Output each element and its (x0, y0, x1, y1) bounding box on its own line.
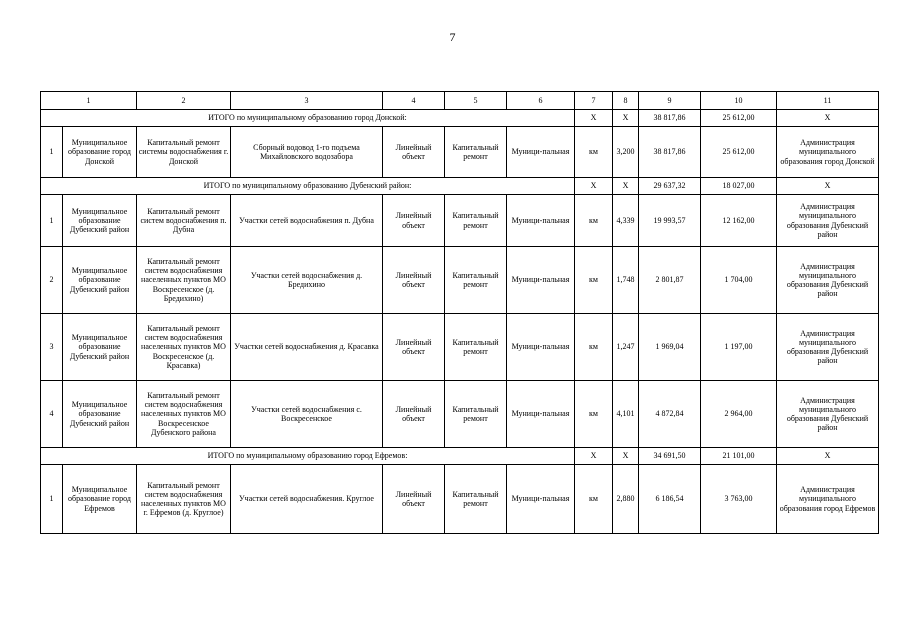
total-row (41, 110, 879, 127)
municipality-cell: Муниципальное образование город Ефремов (63, 465, 137, 534)
column-header: 5 (445, 92, 507, 110)
ownership-cell: Муници-пальная (507, 247, 575, 314)
total-cell: 25 612,00 (701, 110, 777, 127)
column-header: 1 (41, 92, 137, 110)
cost-cell: 1 969,04 (639, 314, 701, 381)
work-name-cell: Капитальный ремонт систем водоснабжения населенных пунктов МО Воскресенское Дубенского района (137, 381, 231, 448)
column-header: 2 (137, 92, 231, 110)
total-cell: Х (777, 178, 879, 195)
work-type-cell: Капитальный ремонт (445, 247, 507, 314)
municipality-cell: Муниципальное образование город Донской (63, 127, 137, 178)
column-header: 10 (701, 92, 777, 110)
object-name-cell: Сборный водовод 1-го подъема Михайловского водозабора (231, 127, 383, 178)
funding-cell: 12 162,00 (701, 195, 777, 247)
total-cell: 34 691,50 (639, 448, 701, 465)
total-cell: 18 027,00 (701, 178, 777, 195)
column-header: 4 (383, 92, 445, 110)
row-number: 1 (41, 127, 63, 178)
funding-cell: 2 964,00 (701, 381, 777, 448)
total-cell: Х (777, 110, 879, 127)
administrator-cell: Администрация муниципального образования Дубенский район (777, 381, 879, 448)
work-name-cell: Капитальный ремонт систем водоснабжения населенных пунктов МО Воскресенское (д. Красавка) (137, 314, 231, 381)
table-row (41, 247, 879, 314)
work-type-cell: Капитальный ремонт (445, 314, 507, 381)
administrator-cell: Администрация муниципального образования Дубенский район (777, 314, 879, 381)
work-type-cell: Капитальный ремонт (445, 195, 507, 247)
cost-cell: 38 817,86 (639, 127, 701, 178)
row-number: 1 (41, 465, 63, 534)
cost-cell: 4 872,84 (639, 381, 701, 448)
cost-cell: 6 186,54 (639, 465, 701, 534)
work-type-cell: Капитальный ремонт (445, 381, 507, 448)
length-cell: 1,748 (613, 247, 639, 314)
object-name-cell: Участки сетей водоснабжения д. Красавка (231, 314, 383, 381)
funding-cell: 1 704,00 (701, 247, 777, 314)
column-header: 9 (639, 92, 701, 110)
length-cell: 2,880 (613, 465, 639, 534)
ownership-cell: Муници-пальная (507, 465, 575, 534)
table-row (41, 465, 879, 534)
table-row (41, 381, 879, 448)
length-cell: 4,101 (613, 381, 639, 448)
unit-cell: км (575, 465, 613, 534)
object-name-cell: Участки сетей водоснабжения. Круглое (231, 465, 383, 534)
table-row (41, 314, 879, 381)
municipality-cell: Муниципальное образование Дубенский район (63, 314, 137, 381)
row-number: 1 (41, 195, 63, 247)
ownership-cell: Муници-пальная (507, 127, 575, 178)
total-label: ИТОГО по муниципальному образованию Дубенский район: (41, 178, 575, 195)
object-name-cell: Участки сетей водоснабжения п. Дубна (231, 195, 383, 247)
cost-cell: 19 993,57 (639, 195, 701, 247)
header-row (41, 92, 879, 110)
total-cell: 38 817,86 (639, 110, 701, 127)
funding-cell: 25 612,00 (701, 127, 777, 178)
municipality-cell: Муниципальное образование Дубенский район (63, 195, 137, 247)
cost-cell: 2 801,87 (639, 247, 701, 314)
column-header: 3 (231, 92, 383, 110)
row-number: 4 (41, 381, 63, 448)
work-name-cell: Капитальный ремонт систем водоснабжения населенных пунктов МО Воскресенское (д. Бредихино) (137, 247, 231, 314)
administrator-cell: Администрация муниципального образования город Донской (777, 127, 879, 178)
object-type-cell: Линейный объект (383, 381, 445, 448)
funding-cell: 1 197,00 (701, 314, 777, 381)
total-cell: Х (575, 448, 613, 465)
administrator-cell: Администрация муниципального образования город Ефремов (777, 465, 879, 534)
unit-cell: км (575, 314, 613, 381)
funding-cell: 3 763,00 (701, 465, 777, 534)
work-type-cell: Капитальный ремонт (445, 465, 507, 534)
total-cell: Х (613, 110, 639, 127)
unit-cell: км (575, 247, 613, 314)
column-header: 8 (613, 92, 639, 110)
unit-cell: км (575, 195, 613, 247)
table-row (41, 195, 879, 247)
total-cell: Х (575, 178, 613, 195)
column-header: 11 (777, 92, 879, 110)
work-type-cell: Капитальный ремонт (445, 127, 507, 178)
length-cell: 4,339 (613, 195, 639, 247)
work-name-cell: Капитальный ремонт системы водоснабжения г. Донской (137, 127, 231, 178)
ownership-cell: Муници-пальная (507, 314, 575, 381)
unit-cell: км (575, 127, 613, 178)
work-name-cell: Капитальный ремонт систем водоснабжения населенных пунктов МО г. Ефремов (д. Круглое) (137, 465, 231, 534)
total-cell: 21 101,00 (701, 448, 777, 465)
object-type-cell: Линейный объект (383, 247, 445, 314)
total-cell: Х (777, 448, 879, 465)
total-row (41, 448, 879, 465)
work-name-cell: Капитальный ремонт систем водоснабжения п. Дубна (137, 195, 231, 247)
column-header: 6 (507, 92, 575, 110)
total-label: ИТОГО по муниципальному образованию город Ефремов: (41, 448, 575, 465)
page-number: 7 (449, 30, 456, 44)
object-name-cell: Участки сетей водоснабжения д. Бредихино (231, 247, 383, 314)
unit-cell: км (575, 381, 613, 448)
objects-table (40, 91, 879, 534)
object-type-cell: Линейный объект (383, 314, 445, 381)
column-header: 7 (575, 92, 613, 110)
object-name-cell: Участки сетей водоснабжения с. Воскресенское (231, 381, 383, 448)
object-type-cell: Линейный объект (383, 127, 445, 178)
total-cell: Х (613, 448, 639, 465)
length-cell: 1,247 (613, 314, 639, 381)
ownership-cell: Муници-пальная (507, 381, 575, 448)
ownership-cell: Муници-пальная (507, 195, 575, 247)
total-row (41, 178, 879, 195)
total-cell: Х (575, 110, 613, 127)
object-type-cell: Линейный объект (383, 465, 445, 534)
row-number: 3 (41, 314, 63, 381)
municipality-cell: Муниципальное образование Дубенский район (63, 247, 137, 314)
municipality-cell: Муниципальное образование Дубенский район (63, 381, 137, 448)
administrator-cell: Администрация муниципального образования Дубенский район (777, 195, 879, 247)
table-row (41, 127, 879, 178)
total-label: ИТОГО по муниципальному образованию город Донской: (41, 110, 575, 127)
length-cell: 3,200 (613, 127, 639, 178)
object-type-cell: Линейный объект (383, 195, 445, 247)
administrator-cell: Администрация муниципального образования Дубенский район (777, 247, 879, 314)
total-cell: Х (613, 178, 639, 195)
row-number: 2 (41, 247, 63, 314)
total-cell: 29 637,32 (639, 178, 701, 195)
